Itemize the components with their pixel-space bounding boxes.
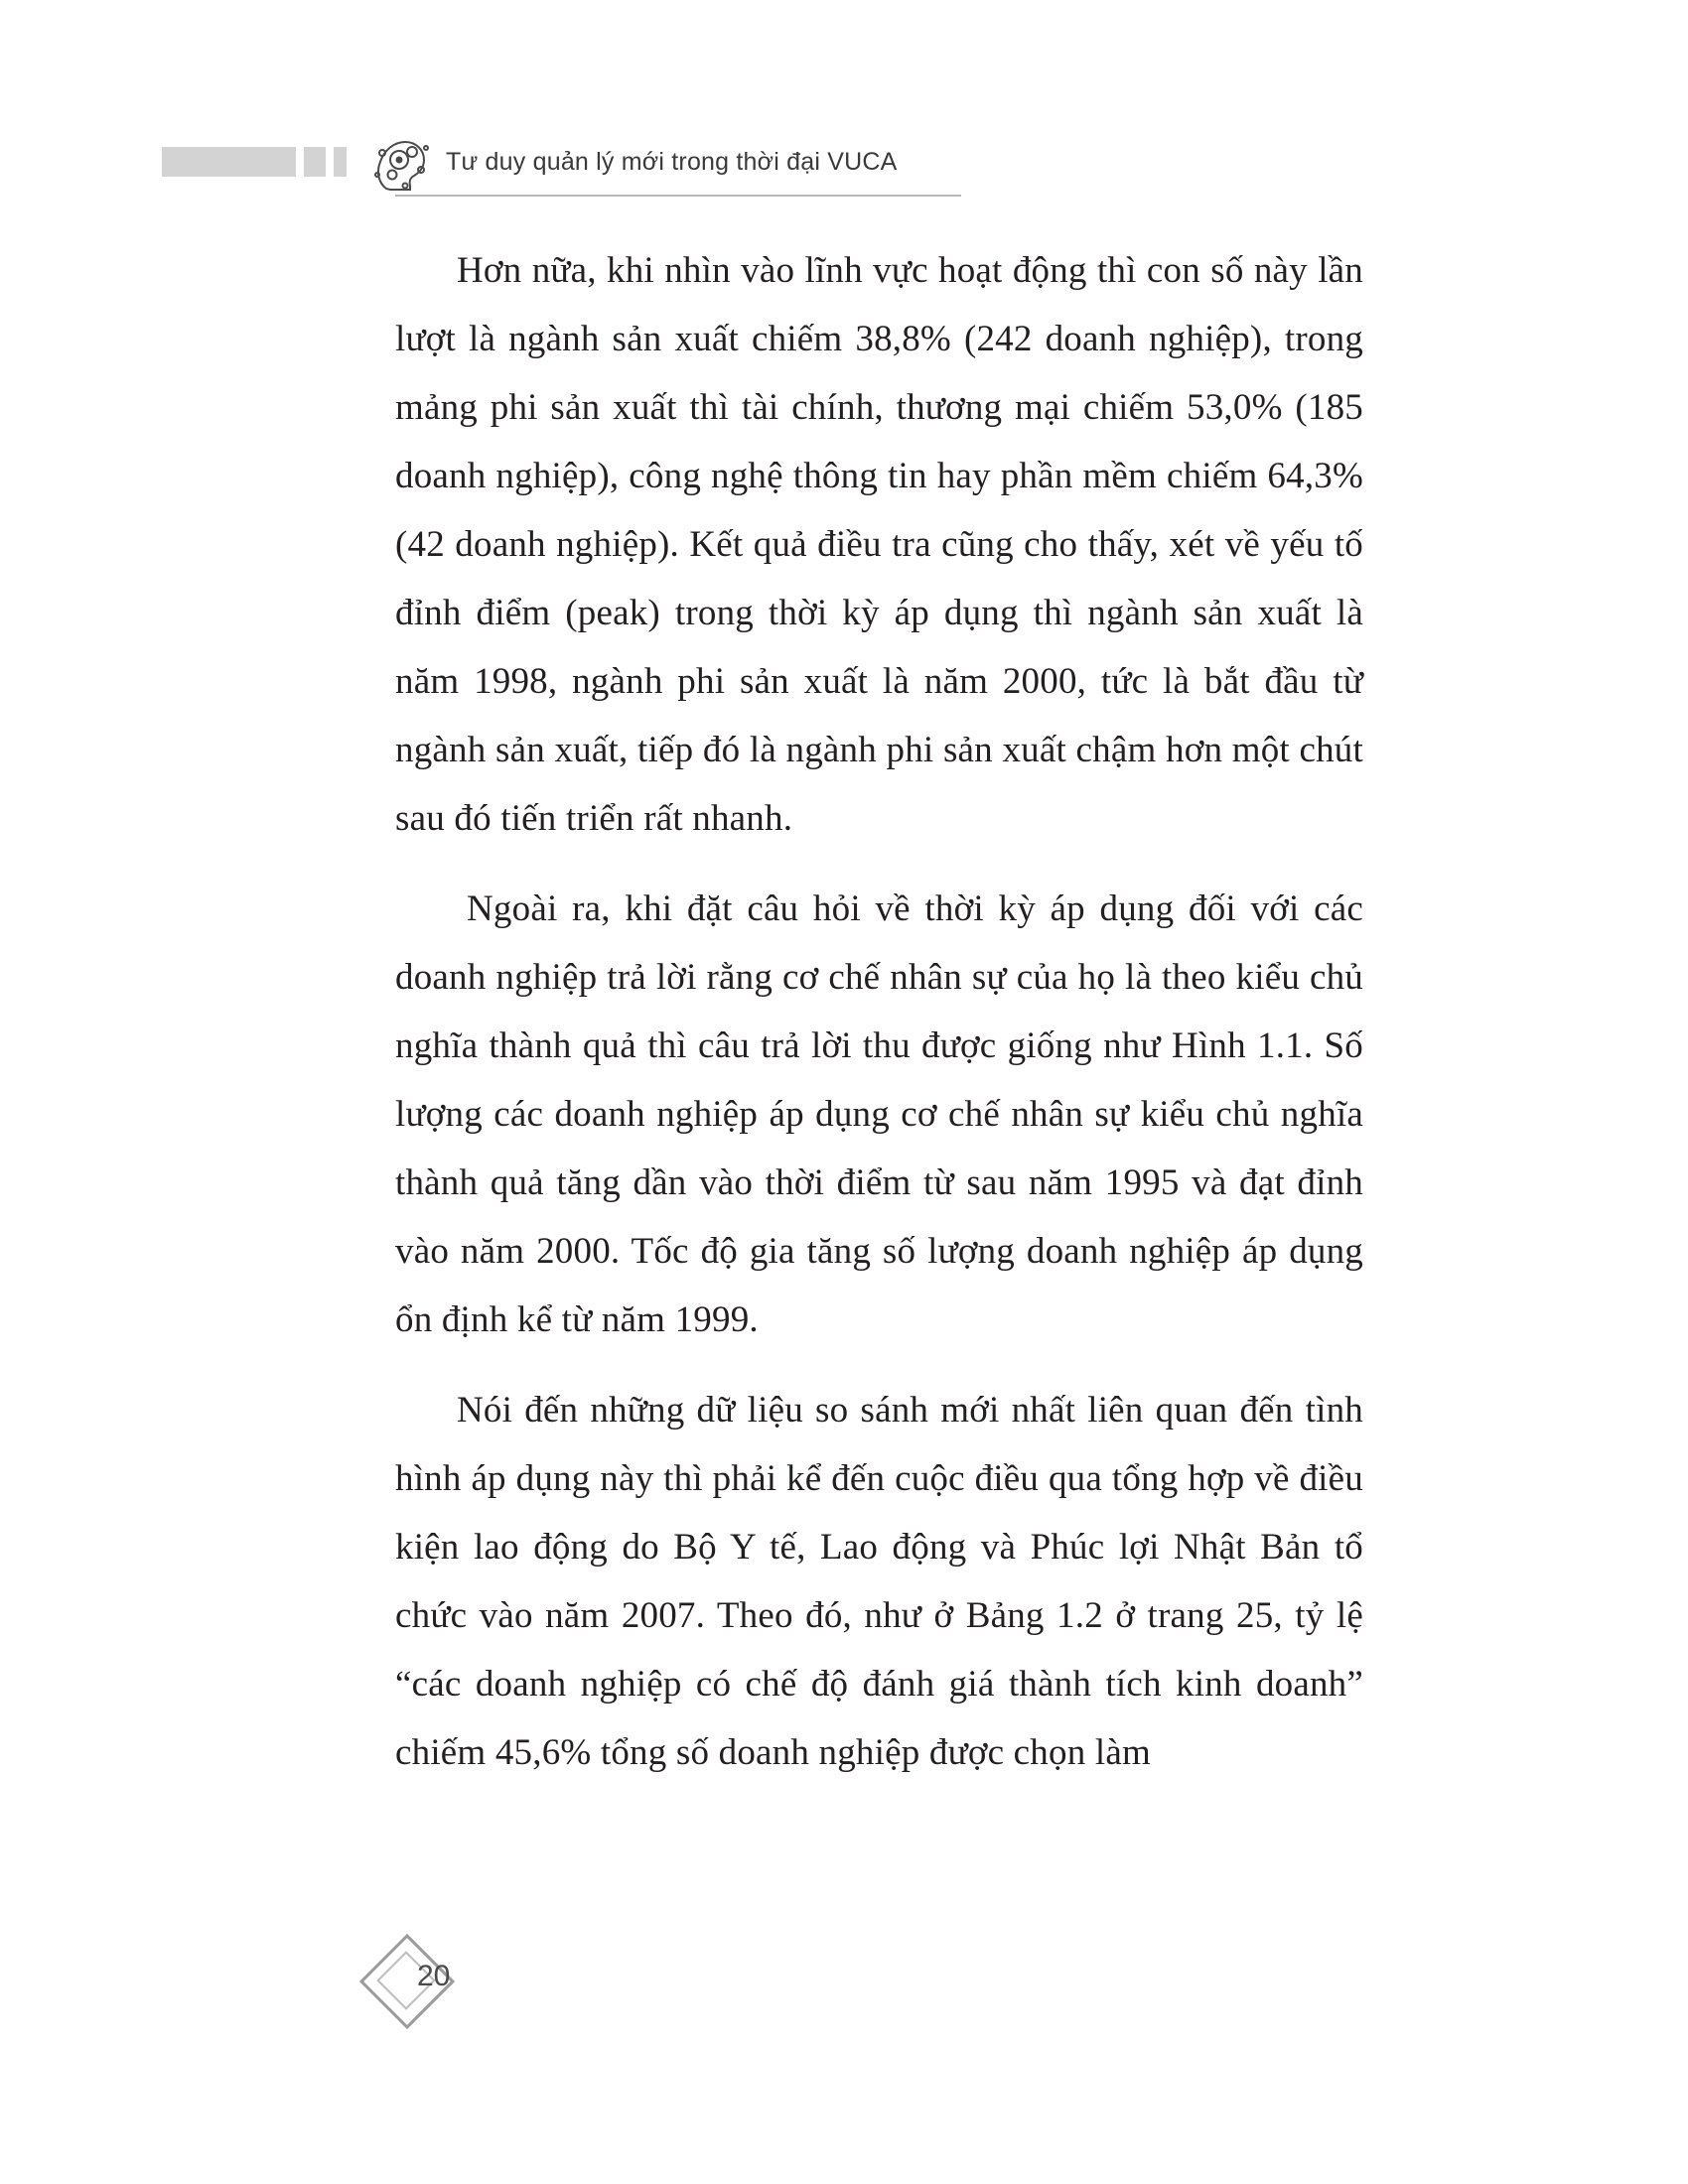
decor-bar-long <box>162 147 296 177</box>
decor-bar-short <box>334 147 347 177</box>
header-divider <box>395 195 961 197</box>
header-title: Tư duy quản lý mới trong thời đại VUCA <box>446 147 898 176</box>
page-number: 20 <box>417 1960 451 1992</box>
page-folio <box>365 1938 485 2047</box>
head-gears-icon <box>364 126 436 198</box>
running-head <box>162 127 1155 197</box>
decor-bar-mid <box>304 147 326 177</box>
paragraph: Ngoài ra, khi đặt câu hỏi về thời kỳ áp dụng đối với các doanh nghiệp trả lời rằng cơ chế nhân sự của họ là theo kiểu chủ nghĩa thành quả thì câu trả lời thu được giống như Hình 1.1. Số lượng các doanh nghiệp áp dụng cơ chế nhân sự kiểu chủ nghĩa thành quả tăng dần vào thời điểm từ sau năm 1995 và đạt đỉnh vào năm 2000. Tốc độ gia tăng số lượng doanh nghiệp áp dụng ổn định kể từ năm 1999. <box>395 888 1363 1340</box>
paragraph: Nói đến những dữ liệu so sánh mới nhất liên quan đến tình hình áp dụng này thì phải kể đến cuộc điều qua tổng hợp về điều kiện lao động do Bộ Y tế, Lao động và Phúc lợi Nhật Bản tổ chức vào năm 2007. Theo đó, như ở Bảng 1.2 ở trang 25, tỷ lệ “các doanh nghiệp có chế độ đánh giá thành tích kinh doanh” chiếm 45,6% tổng số doanh nghiệp được chọn làm <box>395 1390 1363 1773</box>
page-body <box>395 236 1363 1787</box>
paragraph: Hơn nữa, khi nhìn vào lĩnh vực hoạt động thì con số này lần lượt là ngành sản xuất chiếm 38,8% (242 doanh nghiệp), trong mảng phi sản xuất thì tài chính, thương mại chiếm 53,0% (185 doanh nghiệp), công nghệ thông tin hay phần mềm chiếm 64,3% (42 doanh nghiệp). Kết quả điều tra cũng cho thấy, xét về yếu tố đỉnh điểm (peak) trong thời kỳ áp dụng thì ngành sản xuất là năm 1998, ngành phi sản xuất là năm 2000, tức là bắt đầu từ ngành sản xuất, tiếp đó là ngành phi sản xuất chậm hơn một chút sau đó tiến triển rất nhanh. <box>395 250 1363 839</box>
header-decor-bars <box>162 147 347 177</box>
